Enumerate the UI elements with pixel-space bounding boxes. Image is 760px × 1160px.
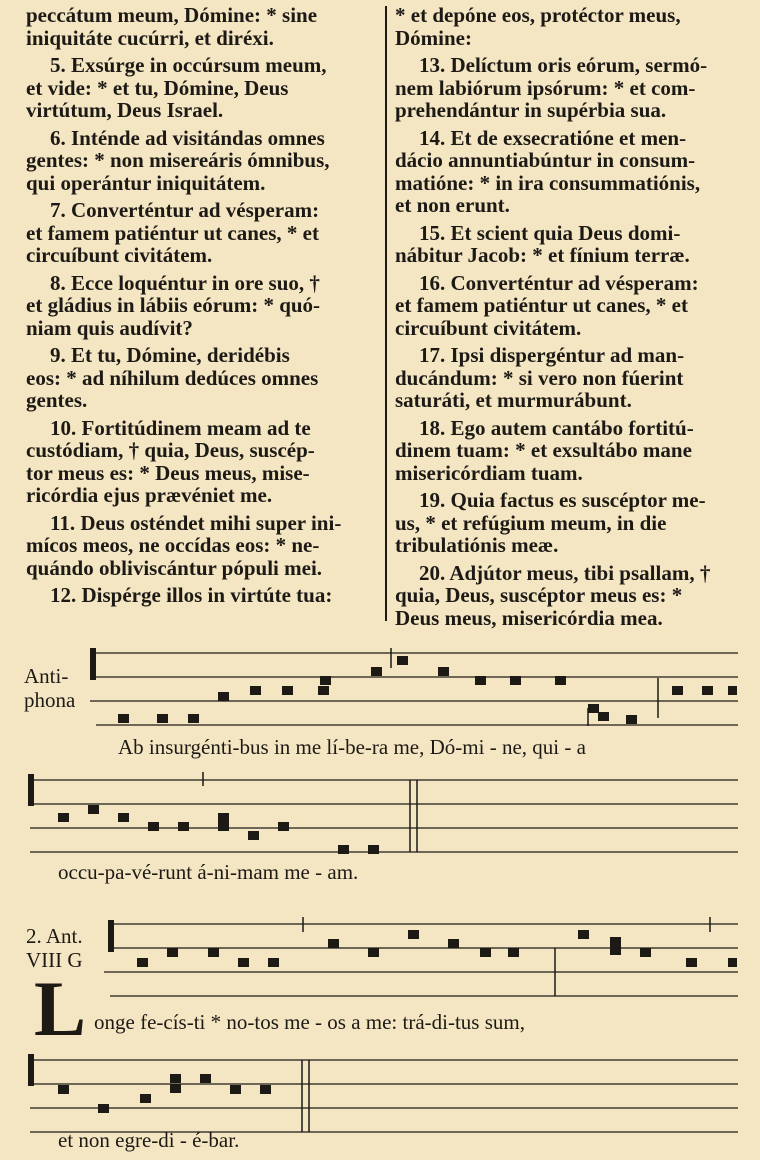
psalm-left-column xyxy=(26,4,374,612)
psalm-verse xyxy=(395,344,740,412)
verse-line: tribulatiónis meæ. xyxy=(395,533,559,557)
verse-line: prehendántur in supérbia sua. xyxy=(395,98,667,122)
neumes xyxy=(58,1074,271,1113)
verse-line: 13. Delíctum oris eórum, sermó- xyxy=(419,53,708,77)
verse-line: * et depóne eos, protéctor meus, xyxy=(395,3,681,27)
antiphon-2-label-line2: VIII G xyxy=(26,948,83,972)
verse-line: dinem tuam: * et exsultábo mane xyxy=(395,438,692,462)
drop-cap-L: L xyxy=(34,965,87,1052)
verse-line: nábitur Jacob: * et fínium terræ. xyxy=(395,243,690,267)
psalm-verse xyxy=(395,489,740,557)
verse-line: 11. Deus osténdet mihi super ini- xyxy=(50,510,342,535)
verse-line: 8. Ecce loquéntur in ore suo, † xyxy=(50,270,320,295)
verse-line: et famem patiéntur ut canes, * et xyxy=(26,220,319,245)
antiphon-2-system-2 xyxy=(0,1044,760,1160)
antiphon-1-lyrics-line2: occu-pa-vé-runt á-ni-mam me - am. xyxy=(58,860,359,884)
verse-line: 16. Converténtur ad vésperam: xyxy=(419,270,699,295)
verse-line: 15. Et scient quia Deus domi- xyxy=(419,220,681,245)
verse-line: Deus meus, misericórdia mea. xyxy=(395,605,663,630)
verse-line: tor meus es: * Deus meus, mise- xyxy=(26,460,310,485)
verse-line: virtútum, Deus Israel. xyxy=(26,98,224,122)
verse-line: dácio annuntiabúntur in consum- xyxy=(395,148,696,172)
c-clef xyxy=(108,920,114,952)
verse-line: misericórdiam tuam. xyxy=(395,460,583,485)
psalm-verse xyxy=(26,54,374,122)
psalm-verse xyxy=(26,344,374,412)
psalm-verse xyxy=(395,272,740,340)
neumes xyxy=(118,656,737,724)
psalm-verse xyxy=(395,54,740,122)
column-divider xyxy=(385,6,387,621)
verse-line: ricórdia ejus prævéniet me. xyxy=(26,483,273,507)
verse-line: circuíbunt civitátem. xyxy=(26,243,213,267)
verse-line: gentes. xyxy=(26,388,88,412)
verse-line: quándo obliviscántur pópuli mei. xyxy=(26,555,323,580)
antiphon-label-line2: phona xyxy=(24,688,76,712)
c-clef xyxy=(28,774,34,806)
verse-line: et famem patiéntur ut canes, * et xyxy=(395,293,688,317)
verse-line: circuíbunt civitátem. xyxy=(395,315,582,340)
psalm-verse xyxy=(26,584,374,607)
verse-line: saturáti, et murmurábunt. xyxy=(395,388,632,412)
verse-line: qui operántur iniquitátem. xyxy=(26,170,266,195)
verse-line: us, * et refúgium meum, in die xyxy=(395,510,667,535)
verse-line: 19. Quia factus es suscéptor me- xyxy=(419,488,706,512)
psalm-verse xyxy=(395,222,740,267)
antiphon-2-lyrics-line2: et non egre-di - é-bar. xyxy=(58,1128,240,1152)
c-clef xyxy=(28,1054,34,1086)
antiphon-1-system-1 xyxy=(0,640,760,760)
antiphon-2-label-line1: 2. Ant. xyxy=(26,924,83,948)
verse-line: et non erunt. xyxy=(395,193,510,217)
antiphon-1-system-2 xyxy=(0,768,760,898)
verse-line: gentes: * non misereáris ómnibus, xyxy=(26,148,330,172)
verse-line: 12. Dispérge illos in virtúte tua: xyxy=(50,583,333,607)
psalm-verse xyxy=(26,272,374,340)
psalm-verse xyxy=(26,512,374,580)
verse-line: quia, Deus, suscéptor meus es: * xyxy=(395,583,683,607)
psalm-verse xyxy=(395,562,740,630)
verse-line: 20. Adjútor meus, tibi psallam, † xyxy=(419,560,711,585)
verse-line: et gládius in lábiis eórum: * quó- xyxy=(26,293,321,317)
verse-line: peccátum meum, Dómine: * sine xyxy=(26,3,318,27)
verse-line: 6. Inténde ad visitándas omnes xyxy=(50,125,325,150)
verse-line: 18. Ego autem cantábo fortitú- xyxy=(419,415,694,440)
verse-line: matióne: * in ira consummatiónis, xyxy=(395,170,701,195)
verse-line: nem labiórum ipsórum: * et com- xyxy=(395,75,696,100)
psalm-right-column xyxy=(395,4,740,634)
verse-line: mícos meos, ne occídas eos: * ne- xyxy=(26,533,320,557)
verse-line: niam quis audívit? xyxy=(26,315,193,340)
antiphon-2-system-1 xyxy=(0,910,760,1052)
verse-line: 10. Fortitúdinem meam ad te xyxy=(50,415,311,440)
psalm-verse xyxy=(395,417,740,485)
psalm-verse xyxy=(26,4,374,49)
neumes xyxy=(58,805,379,854)
psalm-verse xyxy=(395,4,740,49)
psalm-verse xyxy=(26,199,374,267)
psalm-verse xyxy=(395,127,740,217)
psalm-verse xyxy=(26,127,374,195)
verse-line: custódiam, † quia, Deus, suscép- xyxy=(26,438,315,462)
antiphon-2-lyrics-line1: onge fe-cís-ti * no-tos me - os a me: trá-di-tus sum, xyxy=(94,1010,525,1034)
verse-line: eos: * ad níhilum dedúces omnes xyxy=(26,365,319,390)
verse-line: et vide: * et tu, Dómine, Deus xyxy=(26,75,289,100)
verse-line: Dómine: xyxy=(395,25,472,50)
verse-line: 14. Et de exsecratióne et men- xyxy=(419,125,687,150)
verse-line: 7. Converténtur ad vésperam: xyxy=(50,198,320,222)
c-clef xyxy=(90,648,96,680)
verse-line: 17. Ipsi dispergéntur ad man- xyxy=(419,343,685,367)
antiphon-label-line1: Anti- xyxy=(24,664,69,688)
verse-line: 9. Et tu, Dómine, deridébis xyxy=(50,343,290,367)
verse-line: iniquitáte cucúrri, et diréxi. xyxy=(26,25,274,50)
psalm-verse xyxy=(26,417,374,507)
verse-line: 5. Exsúrge in occúrsum meum, xyxy=(50,53,327,77)
verse-line: ducándum: * si vero non fúerint xyxy=(395,365,684,390)
antiphon-1-lyrics-line1: Ab insurgénti-bus in me lí-be-ra me, Dó-mi - ne, qui - a xyxy=(118,735,586,759)
